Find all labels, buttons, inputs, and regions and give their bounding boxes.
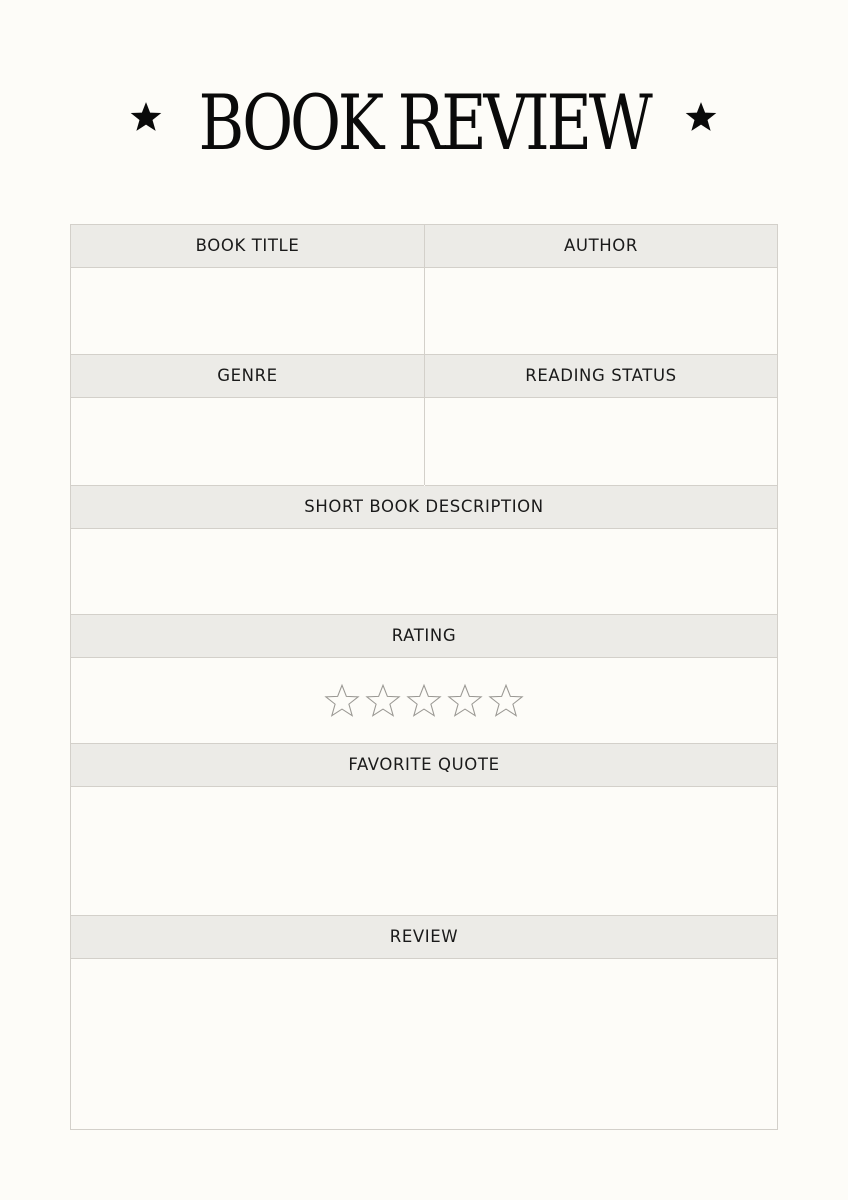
author-field[interactable] [425, 268, 777, 355]
review-form [70, 224, 778, 1130]
page-title: BOOK REVIEW [198, 78, 650, 167]
short-description-field[interactable] [71, 529, 777, 615]
review-label: REVIEW [71, 916, 777, 959]
star-outline-icon[interactable] [324, 683, 360, 719]
favorite-quote-field[interactable] [71, 787, 777, 916]
rating-label: RATING [71, 615, 777, 658]
rating-stars [71, 683, 777, 723]
star-icon [684, 100, 718, 134]
page-header [0, 78, 848, 168]
book-title-field[interactable] [71, 268, 424, 355]
reading-status-field[interactable] [425, 398, 777, 486]
review-field[interactable] [71, 959, 777, 1129]
star-outline-icon[interactable] [488, 683, 524, 719]
star-outline-icon[interactable] [447, 683, 483, 719]
book-title-label: BOOK TITLE [71, 225, 424, 268]
star-outline-icon[interactable] [365, 683, 401, 719]
reading-status-label: READING STATUS [425, 355, 777, 398]
author-label: AUTHOR [425, 225, 777, 268]
genre-field[interactable] [71, 398, 424, 486]
genre-label: GENRE [71, 355, 424, 398]
star-outline-icon[interactable] [406, 683, 442, 719]
favorite-quote-label: FAVORITE QUOTE [71, 744, 777, 787]
short-description-label: SHORT BOOK DESCRIPTION [71, 486, 777, 529]
rating-field [71, 658, 777, 744]
